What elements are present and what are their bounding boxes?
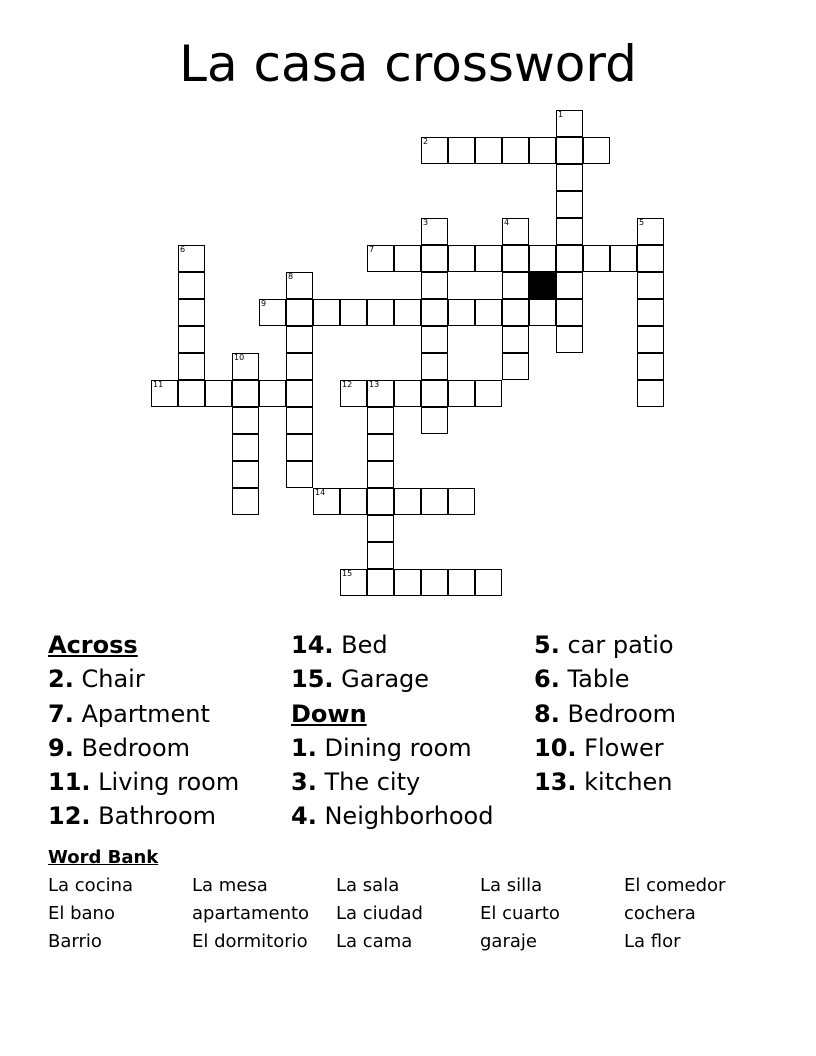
clue-down-4: 4. Neighborhood bbox=[291, 802, 494, 831]
grid-cell[interactable] bbox=[367, 299, 394, 326]
grid-cell[interactable] bbox=[286, 461, 313, 488]
word-bank-list bbox=[48, 872, 788, 956]
clue-number: 12 bbox=[342, 380, 353, 389]
grid-cell[interactable] bbox=[232, 407, 259, 434]
grid-cell[interactable] bbox=[394, 245, 421, 272]
grid-cell[interactable] bbox=[286, 326, 313, 353]
grid-cell[interactable] bbox=[367, 245, 394, 272]
grid-cell[interactable] bbox=[502, 326, 529, 353]
word-bank-item: La mesa bbox=[192, 875, 268, 896]
word-bank-item: El cuarto bbox=[480, 903, 560, 924]
clue-number: 3 bbox=[423, 218, 429, 227]
clue-across-7: 7. Apartment bbox=[48, 699, 210, 728]
grid-cell[interactable] bbox=[556, 191, 583, 218]
grid-cell[interactable] bbox=[448, 299, 475, 326]
grid-cell[interactable] bbox=[637, 299, 664, 326]
grid-cell[interactable] bbox=[286, 299, 313, 326]
grid-cell[interactable] bbox=[502, 272, 529, 299]
word-bank-item: garaje bbox=[480, 931, 537, 952]
clue-down-5: 5. car patio bbox=[534, 631, 674, 659]
grid-cell[interactable] bbox=[475, 137, 502, 164]
grid-cell[interactable] bbox=[340, 569, 367, 596]
grid-cell[interactable] bbox=[637, 272, 664, 299]
word-bank-item: apartamento bbox=[192, 903, 310, 924]
grid-cell[interactable] bbox=[367, 515, 394, 542]
clue-down-8: 8. Bedroom bbox=[534, 699, 677, 728]
grid-cell[interactable] bbox=[340, 488, 367, 515]
word-bank-item: Barrio bbox=[48, 931, 102, 952]
grid-cell[interactable] bbox=[313, 299, 340, 326]
grid-cell[interactable] bbox=[394, 569, 421, 596]
grid-cell[interactable] bbox=[394, 299, 421, 326]
grid-cell[interactable] bbox=[475, 245, 502, 272]
grid-cell[interactable] bbox=[421, 569, 448, 596]
grid-cell[interactable] bbox=[583, 245, 610, 272]
grid-cell[interactable] bbox=[637, 326, 664, 353]
grid-cell[interactable] bbox=[421, 326, 448, 353]
grid-cell[interactable] bbox=[232, 353, 259, 380]
grid-cell[interactable] bbox=[502, 299, 529, 326]
clue-column-3 bbox=[534, 628, 774, 799]
grid-cell[interactable] bbox=[367, 407, 394, 434]
clue-number: 14 bbox=[315, 488, 326, 497]
grid-cell[interactable] bbox=[421, 299, 448, 326]
grid-cell[interactable] bbox=[556, 218, 583, 245]
grid-cell[interactable] bbox=[529, 137, 556, 164]
grid-cell[interactable] bbox=[448, 488, 475, 515]
clue-number: 13 bbox=[369, 380, 380, 389]
clue-number: 8 bbox=[288, 272, 294, 281]
grid-cell[interactable] bbox=[313, 488, 340, 515]
grid-cell[interactable] bbox=[178, 326, 205, 353]
grid-cell[interactable] bbox=[340, 299, 367, 326]
grid-cell[interactable] bbox=[529, 299, 556, 326]
grid-cell[interactable] bbox=[421, 218, 448, 245]
grid-cell[interactable] bbox=[637, 380, 664, 407]
grid-cell[interactable] bbox=[421, 380, 448, 407]
grid-cell[interactable] bbox=[286, 353, 313, 380]
grid-cell[interactable] bbox=[286, 434, 313, 461]
grid-cell[interactable] bbox=[178, 353, 205, 380]
grid-cell[interactable] bbox=[421, 488, 448, 515]
word-bank-title: Word Bank bbox=[48, 847, 159, 868]
grid-cell[interactable] bbox=[421, 245, 448, 272]
grid-cell[interactable] bbox=[502, 353, 529, 380]
clue-down-13: 13. kitchen bbox=[534, 768, 673, 797]
grid-cell[interactable] bbox=[583, 137, 610, 164]
word-bank-item: La silla bbox=[480, 875, 543, 896]
word-bank bbox=[48, 846, 788, 956]
down-heading: Down bbox=[291, 699, 367, 728]
word-bank-item: La cocina bbox=[48, 875, 134, 896]
clues-section bbox=[0, 628, 816, 838]
across-heading: Across bbox=[48, 631, 138, 659]
clue-number: 5 bbox=[639, 218, 645, 227]
grid-cell[interactable] bbox=[421, 137, 448, 164]
word-bank-item: El comedor bbox=[624, 875, 726, 896]
grid-cell[interactable] bbox=[340, 380, 367, 407]
clue-number: 1 bbox=[558, 110, 564, 119]
grid-cell[interactable] bbox=[178, 245, 205, 272]
grid-cell[interactable] bbox=[367, 461, 394, 488]
grid-cell[interactable] bbox=[448, 569, 475, 596]
grid-cell[interactable] bbox=[286, 380, 313, 407]
grid-cell[interactable] bbox=[448, 245, 475, 272]
grid-cell[interactable] bbox=[367, 488, 394, 515]
grid-cell[interactable] bbox=[232, 434, 259, 461]
clue-number: 6 bbox=[180, 245, 186, 254]
grid-cell[interactable] bbox=[259, 299, 286, 326]
clue-across-15: 15. Garage bbox=[291, 665, 430, 694]
grid-cell[interactable] bbox=[421, 353, 448, 380]
clue-number: 7 bbox=[369, 245, 375, 254]
clue-number: 4 bbox=[504, 218, 510, 227]
grid-cell[interactable] bbox=[421, 272, 448, 299]
grid-cell[interactable] bbox=[637, 353, 664, 380]
grid-cell[interactable] bbox=[448, 137, 475, 164]
grid-cell[interactable] bbox=[151, 380, 178, 407]
page-title: La casa crossword bbox=[179, 35, 637, 93]
grid-cell[interactable] bbox=[637, 218, 664, 245]
clue-across-11: 11. Living room bbox=[48, 768, 240, 797]
grid-cell[interactable] bbox=[178, 272, 205, 299]
grid-cell[interactable] bbox=[178, 299, 205, 326]
grid-cell[interactable] bbox=[475, 380, 502, 407]
grid-cell[interactable] bbox=[556, 299, 583, 326]
grid-cell[interactable] bbox=[394, 380, 421, 407]
grid-cell[interactable] bbox=[556, 164, 583, 191]
grid-cell[interactable] bbox=[367, 569, 394, 596]
word-bank-item: La sala bbox=[336, 875, 400, 896]
clue-down-3: 3. The city bbox=[291, 768, 421, 797]
grid-cell[interactable] bbox=[367, 434, 394, 461]
word-bank-item: El dormitorio bbox=[192, 931, 308, 952]
grid-cell[interactable] bbox=[475, 569, 502, 596]
grid-cell[interactable] bbox=[232, 380, 259, 407]
grid-cell[interactable] bbox=[367, 542, 394, 569]
grid-cell[interactable] bbox=[286, 407, 313, 434]
grid-cell[interactable] bbox=[637, 245, 664, 272]
grid-cell[interactable] bbox=[421, 407, 448, 434]
grid-cell[interactable] bbox=[529, 245, 556, 272]
clue-across-2: 2. Chair bbox=[48, 665, 145, 694]
grid-cell[interactable] bbox=[610, 245, 637, 272]
clue-down-1: 1. Dining room bbox=[291, 733, 472, 762]
clue-across-9: 9. Bedroom bbox=[48, 733, 191, 762]
grid-cell[interactable] bbox=[367, 380, 394, 407]
grid-cell[interactable] bbox=[502, 137, 529, 164]
clue-number: 10 bbox=[234, 353, 245, 362]
word-bank-item: La ciudad bbox=[336, 903, 423, 924]
word-bank-item: La flor bbox=[624, 931, 681, 952]
grid-cell[interactable] bbox=[232, 488, 259, 515]
grid-cell[interactable] bbox=[556, 137, 583, 164]
clue-number: 15 bbox=[342, 569, 353, 578]
black-cell bbox=[529, 272, 556, 299]
clue-down-10: 10. Flower bbox=[534, 733, 664, 762]
grid-cell[interactable] bbox=[502, 218, 529, 245]
clue-column-2 bbox=[291, 628, 531, 834]
grid-cell[interactable] bbox=[556, 245, 583, 272]
grid-cell[interactable] bbox=[286, 272, 313, 299]
grid-cell[interactable] bbox=[259, 380, 286, 407]
clue-across-14: 14. Bed bbox=[291, 631, 388, 659]
grid-cell[interactable] bbox=[394, 488, 421, 515]
grid-cell[interactable] bbox=[556, 326, 583, 353]
clue-column-1 bbox=[48, 628, 288, 834]
grid-cell[interactable] bbox=[232, 461, 259, 488]
word-bank-item: La cama bbox=[336, 931, 413, 952]
clue-across-12: 12. Bathroom bbox=[48, 802, 217, 831]
grid-cell[interactable] bbox=[556, 110, 583, 137]
word-bank-item: cochera bbox=[624, 903, 696, 924]
clue-down-6: 6. Table bbox=[534, 665, 630, 694]
grid-cell[interactable] bbox=[178, 380, 205, 407]
clue-number: 2 bbox=[423, 137, 429, 146]
grid-cell[interactable] bbox=[502, 245, 529, 272]
word-bank-item: El bano bbox=[48, 903, 115, 924]
grid-cell[interactable] bbox=[205, 380, 232, 407]
grid-cell[interactable] bbox=[475, 299, 502, 326]
clue-number: 9 bbox=[261, 299, 267, 308]
grid-cell[interactable] bbox=[556, 272, 583, 299]
grid-cell[interactable] bbox=[448, 380, 475, 407]
clue-number: 11 bbox=[153, 380, 164, 389]
